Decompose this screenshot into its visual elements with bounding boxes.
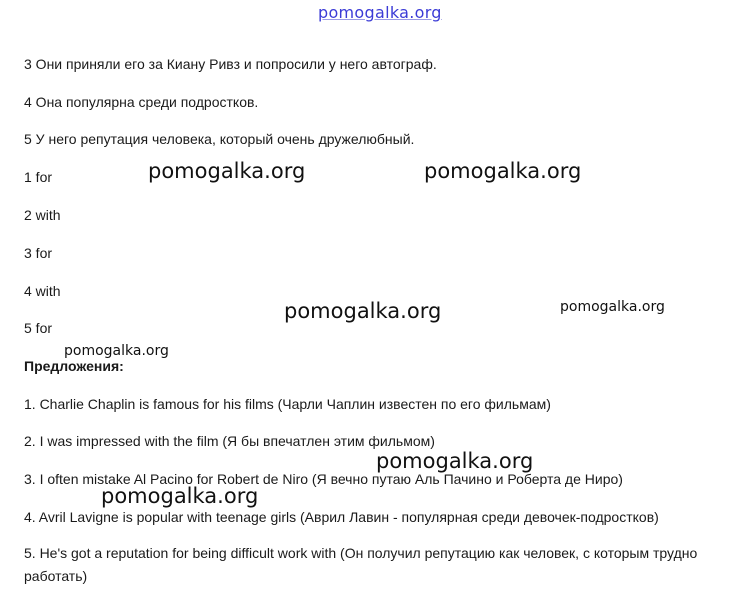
translation-line-3: 3 Они приняли его за Киану Ривз и попросили у него автограф. — [24, 56, 437, 72]
sentence-3: 3. I often mistake Al Pacino for Robert de Niro (Я вечно путаю Аль Пачино и Роберта де Ниро) — [24, 471, 623, 487]
watermark-2: pomogalka.org — [424, 159, 582, 183]
watermark-3: pomogalka.org — [284, 299, 442, 323]
sentence-4: 4. Avril Lavigne is popular with teenage girls (Аврил Лавин - популярная среди девочек-подростков) — [24, 509, 659, 525]
answer-4: 4 with — [24, 283, 61, 299]
sentences-heading: Предложения: — [24, 358, 124, 374]
sentence-1: 1. Charlie Chaplin is famous for his films (Чарли Чаплин известен по его фильмам) — [24, 396, 551, 412]
watermark-5: pomogalka.org — [64, 343, 169, 359]
sentence-5: 5. He's got a reputation for being difficult work with (Он получил репутацию как человек, с которым трудно работать) — [24, 545, 698, 584]
answer-3: 3 for — [24, 245, 53, 261]
answer-5: 5 for — [24, 320, 53, 336]
sentence-2: 2. I was impressed with the film (Я бы впечатлен этим фильмом) — [24, 433, 435, 449]
watermark-7: pomogalka.org — [101, 484, 259, 508]
watermark-top: pomogalka.org — [318, 3, 442, 22]
answer-1: 1 for — [24, 169, 53, 185]
watermark-1: pomogalka.org — [148, 159, 306, 183]
watermark-6: pomogalka.org — [376, 449, 534, 473]
translation-line-4: 4 Она популярна среди подростков. — [24, 94, 259, 110]
watermark-4: pomogalka.org — [560, 299, 665, 315]
answer-2: 2 with — [24, 207, 61, 223]
translation-line-5: 5 У него репутация человека, который очень дружелюбный. — [24, 131, 415, 147]
